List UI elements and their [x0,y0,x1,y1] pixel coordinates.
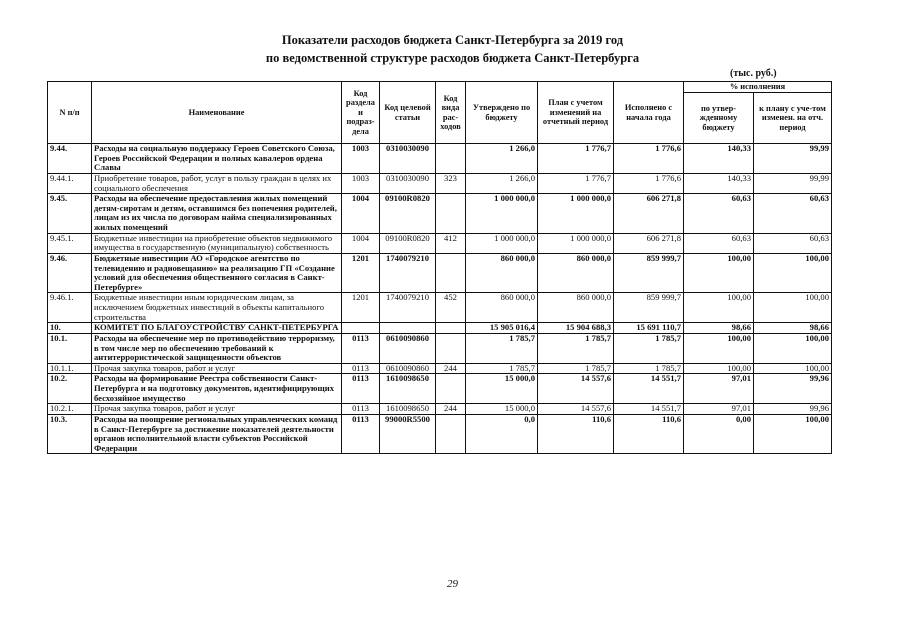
units-label: (тыс. руб.) [730,68,777,79]
row-section-code: 0113 [342,333,380,363]
row-pct-approved: 98,66 [684,323,754,334]
row-target-code: 09100R0820 [380,233,436,253]
row-number: 9.46.1. [48,293,92,323]
row-pct-plan: 99,99 [754,173,832,193]
row-pct-approved: 140,33 [684,173,754,193]
row-section-code: 1003 [342,144,380,174]
row-approved: 1 000 000,0 [466,194,538,234]
row-plan: 1 776,7 [538,173,614,193]
row-approved: 15 905 016,4 [466,323,538,334]
row-pct-approved: 97,01 [684,404,754,415]
row-target-code: 09100R0820 [380,194,436,234]
row-executed: 859 999,7 [614,253,684,293]
header-executed: Исполнено с начала года [614,82,684,144]
header-pct-approved: по утвер-жденному бюджету [684,93,754,144]
row-name: Бюджетные инвестиции АО «Городское агентство по телевидению и радиовещанию» на реализацию ГП «Создание условий для обеспечения общественного согласия в Санкт-Петербурге» [92,253,342,293]
row-pct-approved: 100,00 [684,293,754,323]
row-approved: 1 785,7 [466,333,538,363]
row-approved: 1 785,7 [466,363,538,374]
document-title: Показатели расходов бюджета Санкт-Петербурга за 2019 год [281,33,624,47]
row-pct-plan: 60,63 [754,194,832,234]
row-pct-approved: 100,00 [684,253,754,293]
row-number: 9.45. [48,194,92,234]
row-pct-approved: 60,63 [684,233,754,253]
budget-table [47,81,832,454]
row-target-code [380,323,436,334]
row-executed: 110,6 [614,414,684,454]
row-section-code: 0113 [342,374,380,404]
row-section-code: 0113 [342,363,380,374]
row-pct-plan: 100,00 [754,414,832,454]
row-expense-type-code: 244 [436,404,466,415]
page-number: 29 [447,578,458,590]
row-pct-plan: 100,00 [754,363,832,374]
row-section-code: 1201 [342,293,380,323]
row-pct-plan: 99,96 [754,404,832,415]
row-number: 10.1.1. [48,363,92,374]
row-pct-plan: 99,96 [754,374,832,404]
header-target: Код целевой статьи [380,82,436,144]
row-approved: 15 000,0 [466,374,538,404]
row-approved: 15 000,0 [466,404,538,415]
header-name: Наименование [92,82,342,144]
row-executed: 1 785,7 [614,333,684,363]
row-expense-type-code [436,374,466,404]
row-plan: 1 000 000,0 [538,194,614,234]
row-executed: 859 999,7 [614,293,684,323]
row-number: 10.2. [48,374,92,404]
row-name: Приобретение товаров, работ, услуг в пользу граждан в целях их социального обеспечения [92,173,342,193]
row-expense-type-code [436,194,466,234]
row-expense-type-code [436,144,466,174]
row-expense-type-code [436,414,466,454]
row-target-code: 1740079210 [380,253,436,293]
row-target-code: 0610090860 [380,333,436,363]
row-name: Расходы на обеспечение предоставления жилых помещений детям-сиротам и детям, оставшимся без попечения родителей, лицам из их числа по договорам найма специализированных жилых помещений [92,194,342,234]
table-row [48,293,832,323]
row-pct-plan: 100,00 [754,253,832,293]
table-row [48,414,832,454]
row-section-code: 0113 [342,414,380,454]
row-expense-type-code: 323 [436,173,466,193]
table-row [48,323,832,334]
table-row [48,253,832,293]
header-pct-plan: к плану с уче-том изменен. на отч. период [754,93,832,144]
row-approved: 1 266,0 [466,173,538,193]
row-pct-approved: 60,63 [684,194,754,234]
row-target-code: 0310030090 [380,144,436,174]
row-number: 9.46. [48,253,92,293]
header-expense-type: Код вида рас-ходов [436,82,466,144]
table-row [48,363,832,374]
row-plan: 15 904 688,3 [538,323,614,334]
row-executed: 14 551,7 [614,374,684,404]
row-plan: 14 557,6 [538,374,614,404]
header-section: Код раздела и подраз-дела [342,82,380,144]
row-pct-approved: 0,00 [684,414,754,454]
row-number: 9.45.1. [48,233,92,253]
row-target-code: 0310030090 [380,173,436,193]
row-plan: 1 000 000,0 [538,233,614,253]
header-pct-group: % исполнения [684,82,832,93]
row-executed: 1 776,6 [614,173,684,193]
row-number: 9.44.1. [48,173,92,193]
row-expense-type-code: 244 [436,363,466,374]
row-name: Бюджетные инвестиции на приобретение объектов недвижимого имущества в государственную (муниципальную) собственность [92,233,342,253]
row-name: Бюджетные инвестиции иным юридическим лицам, за исключением бюджетных инвестиций в объекты капитального строительства [92,293,342,323]
row-number: 9.44. [48,144,92,174]
row-target-code: 1740079210 [380,293,436,323]
row-section-code: 1003 [342,173,380,193]
header-approved: Утверждено по бюджету [466,82,538,144]
row-number: 10. [48,323,92,334]
row-number: 10.2.1. [48,404,92,415]
row-name: КОМИТЕТ ПО БЛАГОУСТРОЙСТВУ САНКТ-ПЕТЕРБУРГА [92,323,342,334]
row-pct-plan: 60,63 [754,233,832,253]
row-executed: 1 776,6 [614,144,684,174]
row-name: Расходы на поощрение региональных управленческих команд в Санкт-Петербурге за достижение показателей деятельности органов исполнительной власти субъектов Российской Федерации [92,414,342,454]
row-executed: 15 691 110,7 [614,323,684,334]
row-target-code: 1610098650 [380,404,436,415]
row-name: Расходы на социальную поддержку Героев Советского Союза, Героев Российской Федерации и полных кавалеров ордена Славы [92,144,342,174]
row-pct-approved: 97,01 [684,374,754,404]
row-number: 10.3. [48,414,92,454]
row-executed: 14 551,7 [614,404,684,415]
row-approved: 860 000,0 [466,253,538,293]
row-section-code: 1201 [342,253,380,293]
row-section-code: 1004 [342,194,380,234]
row-plan: 1 776,7 [538,144,614,174]
table-row [48,333,832,363]
header-plan: План с учетом изменений на отчетный период [538,82,614,144]
row-name: Расходы на обеспечение мер по противодействию терроризму, в том числе мер по обеспечению требований к антитеррористической защищенности объектов [92,333,342,363]
row-expense-type-code [436,333,466,363]
row-pct-plan: 100,00 [754,293,832,323]
row-number: 10.1. [48,333,92,363]
row-target-code: 0610090860 [380,363,436,374]
row-name: Расходы на формирование Реестра собственности Санкт-Петербурга и на подготовку документов, идентифицирующих бесхозяйное имущество [92,374,342,404]
table-row [48,144,832,174]
table-row [48,194,832,234]
row-executed: 606 271,8 [614,194,684,234]
header-num: N п/п [48,82,92,144]
row-name: Прочая закупка товаров, работ и услуг [92,404,342,415]
row-pct-plan: 98,66 [754,323,832,334]
row-pct-plan: 100,00 [754,333,832,363]
row-plan: 860 000,0 [538,253,614,293]
row-plan: 110,6 [538,414,614,454]
row-executed: 606 271,8 [614,233,684,253]
row-expense-type-code [436,253,466,293]
row-pct-approved: 100,00 [684,333,754,363]
row-approved: 860 000,0 [466,293,538,323]
row-approved: 0,0 [466,414,538,454]
row-plan: 1 785,7 [538,363,614,374]
row-plan: 1 785,7 [538,333,614,363]
row-expense-type-code: 412 [436,233,466,253]
row-section-code: 1004 [342,233,380,253]
table-row [48,173,832,193]
row-expense-type-code [436,323,466,334]
row-plan: 860 000,0 [538,293,614,323]
table-row [48,233,832,253]
row-section-code: 0113 [342,404,380,415]
table-row [48,404,832,415]
row-executed: 1 785,7 [614,363,684,374]
row-approved: 1 266,0 [466,144,538,174]
row-approved: 1 000 000,0 [466,233,538,253]
row-pct-approved: 100,00 [684,363,754,374]
row-name: Прочая закупка товаров, работ и услуг [92,363,342,374]
row-plan: 14 557,6 [538,404,614,415]
row-target-code: 1610098650 [380,374,436,404]
table-row [48,374,832,404]
row-target-code: 99000R5500 [380,414,436,454]
row-expense-type-code: 452 [436,293,466,323]
row-pct-plan: 99,99 [754,144,832,174]
document-subtitle: по ведомственной структуре расходов бюджета Санкт-Петербурга [265,51,640,65]
row-section-code [342,323,380,334]
row-pct-approved: 140,33 [684,144,754,174]
